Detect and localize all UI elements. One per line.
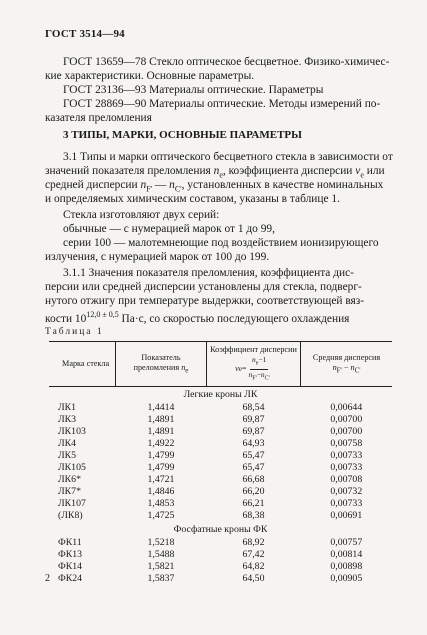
- cell-abbe-number: 66,68: [242, 474, 265, 485]
- cell-refractive-index: 1,4853: [147, 498, 175, 509]
- cell-mean-dispersion: 0,00758: [330, 438, 363, 449]
- cell-mean-dispersion: 0,00644: [330, 402, 363, 413]
- cell-mean-dispersion: 0,00898: [330, 561, 363, 572]
- cell-abbe-number: 64,82: [242, 561, 265, 572]
- table-row: [49, 549, 392, 561]
- body-line: 3.1 Типы и марки оптического бесцветного стекла в зависимости от: [63, 151, 393, 163]
- cell-abbe-number: 64,50: [242, 573, 265, 584]
- cell-abbe-number: 69,87: [242, 426, 265, 437]
- cell-grade: ФК14: [58, 561, 83, 572]
- body-line: серии 100 — малотемнеющие под воздействием ионизирующего: [63, 237, 379, 249]
- table-row: [49, 462, 392, 474]
- document-header: ГОСТ 3514—94: [45, 28, 125, 40]
- cell-refractive-index: 1,5837: [147, 573, 175, 584]
- cell-refractive-index: 1,5821: [147, 561, 175, 572]
- body-line: излучения, с нумерацией марок от 100 до 199.: [45, 251, 270, 263]
- cell-grade: ФК24: [58, 573, 83, 584]
- cell-grade: ЛК5: [58, 450, 77, 461]
- cell-abbe-number: 69,87: [242, 414, 265, 425]
- reference-line: ГОСТ 28869—90 Материалы оптические. Методы измерений по-: [63, 98, 381, 110]
- table-row: [49, 498, 392, 510]
- table-row: [49, 450, 392, 462]
- section-title: 3 ТИПЫ, МАРКИ, ОСНОВНЫЕ ПАРАМЕТРЫ: [63, 129, 302, 141]
- cell-mean-dispersion: 0,00814: [330, 549, 363, 560]
- cell-refractive-index: 1,4846: [147, 486, 175, 497]
- header-refractive-index: Показатель преломления $n_e$: [116, 342, 207, 387]
- cell-mean-dispersion: 0,00733: [330, 498, 363, 509]
- cell-refractive-index: 1,5488: [147, 549, 175, 560]
- cell-grade: ЛК107: [58, 498, 86, 509]
- cell-grade: ФК11: [58, 537, 82, 548]
- table-caption: Таблица 1: [45, 327, 104, 337]
- cell-mean-dispersion: 0,00733: [330, 450, 363, 461]
- cell-abbe-number: 65,47: [242, 450, 265, 461]
- cell-abbe-number: 68,92: [242, 537, 265, 548]
- table-row: [49, 414, 392, 426]
- header-abbe-number: Коэффициент дисперсии ν e = $\frac{n_e-1}{n_{F'}-n_{C'}}$: [206, 342, 300, 387]
- cell-abbe-number: 68,54: [242, 402, 265, 413]
- table-row: [49, 426, 392, 438]
- cell-abbe-number: 65,47: [242, 462, 265, 473]
- body-line: кости $10^{12,0 \pm 0,5}$ Па·с, со скоростью последующего охлаждения: [45, 310, 350, 325]
- cell-mean-dispersion: 0,00732: [330, 486, 363, 497]
- table-group-row: [49, 522, 392, 537]
- table-row: [49, 561, 392, 573]
- glass-table: [49, 341, 392, 585]
- cell-mean-dispersion: 0,00757: [330, 537, 363, 548]
- cell-refractive-index: 1,4891: [147, 414, 175, 425]
- cell-mean-dispersion: 0,00700: [330, 414, 363, 425]
- page-number: 2: [45, 573, 50, 584]
- cell-grade: ЛК105: [58, 462, 86, 473]
- body-line: нутого отжигу при температуре выдержки, соответствующей вяз-: [45, 295, 365, 307]
- table-row: [49, 474, 392, 486]
- header-grade: Марка стекла: [49, 342, 116, 387]
- cell-abbe-number: 64,93: [242, 438, 265, 449]
- cell-grade: ЛК6*: [58, 474, 81, 485]
- cell-abbe-number: 66,21: [242, 498, 265, 509]
- table-row: [49, 537, 392, 549]
- cell-grade: (ЛК8): [58, 510, 83, 521]
- cell-refractive-index: 1,4891: [147, 426, 175, 437]
- table-row: [49, 402, 392, 414]
- cell-abbe-number: 67,42: [242, 549, 265, 560]
- cell-grade: ЛК3: [58, 414, 77, 425]
- group-title: Легкие кроны ЛК: [183, 388, 258, 400]
- cell-mean-dispersion: 0,00905: [330, 573, 363, 584]
- body-line: Стекла изготовляют двух серий:: [63, 209, 220, 221]
- reference-line: ГОСТ 13659—78 Стекло оптическое бесцветное. Физико-химичес-: [63, 56, 390, 68]
- cell-refractive-index: 1,4799: [147, 462, 175, 473]
- cell-refractive-index: 1,4721: [147, 474, 175, 485]
- table-group-row: [49, 387, 392, 403]
- header-mean-dispersion: Средняя дисперсия $n_{F'} - n_{C'}$: [301, 342, 392, 387]
- body-line: персии или средней дисперсии установлены для стекла, подверг-: [45, 281, 362, 293]
- table-row: [49, 486, 392, 498]
- group-title: Фосфатные кроны ФК: [173, 523, 268, 535]
- table-row: [49, 573, 392, 585]
- body-line: обычные — с нумерацией марок от 1 до 99,: [63, 223, 275, 235]
- cell-refractive-index: 1,4799: [147, 450, 175, 461]
- cell-mean-dispersion: 0,00733: [330, 462, 363, 473]
- cell-refractive-index: 1,4414: [147, 402, 175, 413]
- body-line: средней дисперсии $n_{F'}$ — $n_{C'}$, установленных в качестве номинальных: [45, 179, 384, 194]
- body-line: значений показателя преломления $n_e$, коэффициента дисперсии $\nu_e$ или: [45, 165, 385, 180]
- cell-refractive-index: 1,5218: [147, 537, 175, 548]
- table-row: [49, 438, 392, 450]
- body-line: и определяемых химическим составом, указаны в таблице 1.: [45, 193, 340, 205]
- reference-line: ГОСТ 23136—93 Материалы оптические. Параметры: [63, 84, 324, 96]
- cell-grade: ЛК103: [58, 426, 86, 437]
- body-line: 3.1.1 Значения показателя преломления, коэффициента дис-: [63, 267, 354, 279]
- cell-abbe-number: 66,20: [242, 486, 265, 497]
- cell-mean-dispersion: 0,00700: [330, 426, 363, 437]
- cell-abbe-number: 68,38: [242, 510, 265, 521]
- cell-mean-dispersion: 0,00691: [330, 510, 363, 521]
- reference-line: кие характеристики. Основные параметры.: [45, 70, 255, 82]
- cell-grade: ЛК4: [58, 438, 77, 449]
- cell-grade: ЛК7*: [58, 486, 81, 497]
- table-row: [49, 510, 392, 522]
- cell-mean-dispersion: 0,00708: [330, 474, 363, 485]
- cell-refractive-index: 1,4922: [147, 438, 175, 449]
- cell-grade: ФК13: [58, 549, 83, 560]
- cell-refractive-index: 1,4725: [147, 510, 175, 521]
- reference-line: казателя преломления: [45, 112, 152, 124]
- cell-grade: ЛК1: [58, 402, 77, 413]
